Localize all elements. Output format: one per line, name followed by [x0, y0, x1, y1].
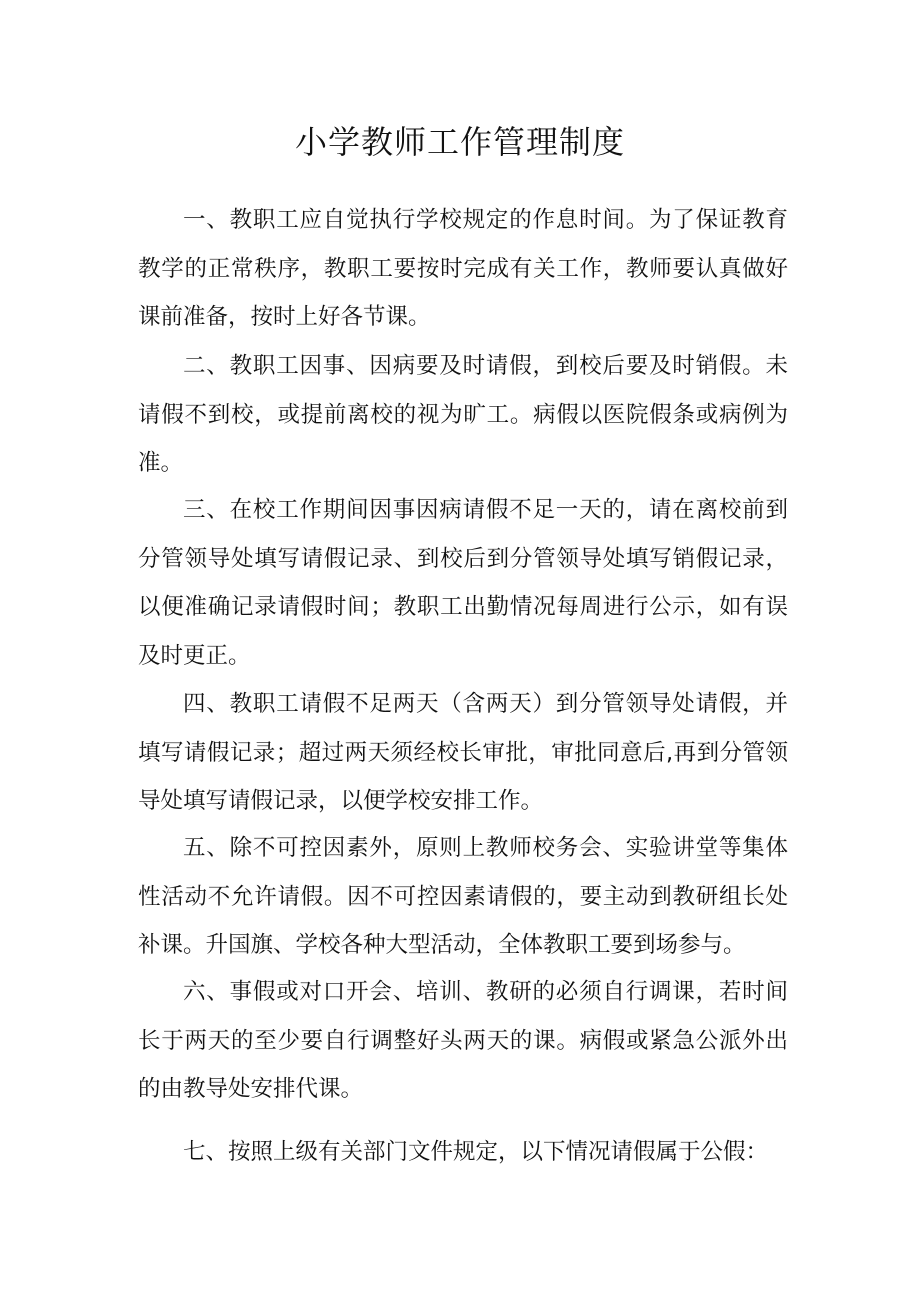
- paragraph-5: 五、除不可控因素外，原则上教师校务会、实验讲堂等集体性活动不允许请假。因不可控因素请假的，要主动到教研组长处补课。升国旗、学校各种大型活动，全体教职工要到场参与。: [138, 835, 788, 958]
- paragraph-7: 七、按照上级有关部门文件规定，以下情况请假属于公假：: [183, 1139, 769, 1165]
- document-title: 小学教师工作管理制度: [294, 123, 625, 161]
- paragraph-1: 一、教职工应自觉执行学校规定的作息时间。为了保证教育教学的正常秩序，教职工要按时完成有关工作，教师要认真做好课前准备，按时上好各节课。: [138, 207, 788, 330]
- paragraph-3: 三、在校工作期间因事因病请假不足一天的，请在离校前到分管领导处填写请假记录、到校后到分管领导处填写销假记录，以便准确记录请假时间；教职工出勤情况每周进行公示，如有误及时更正。: [138, 497, 788, 669]
- paragraph-2: 二、教职工因事、因病要及时请假，到校后要及时销假。未请假不到校，或提前离校的视为旷工。病假以医院假条或病例为准。: [138, 353, 788, 476]
- paragraph-6: 六、事假或对口开会、培训、教研的必须自行调课，若时间长于两天的至少要自行调整好头两天的课。病假或紧急公派外出的由教导处安排代课。: [138, 979, 788, 1102]
- paragraph-4: 四、教职工请假不足两天（含两天）到分管领导处请假，并填写请假记录；超过两天须经校长审批，审批同意后,再到分管领导处填写请假记录，以便学校安排工作。: [138, 691, 788, 814]
